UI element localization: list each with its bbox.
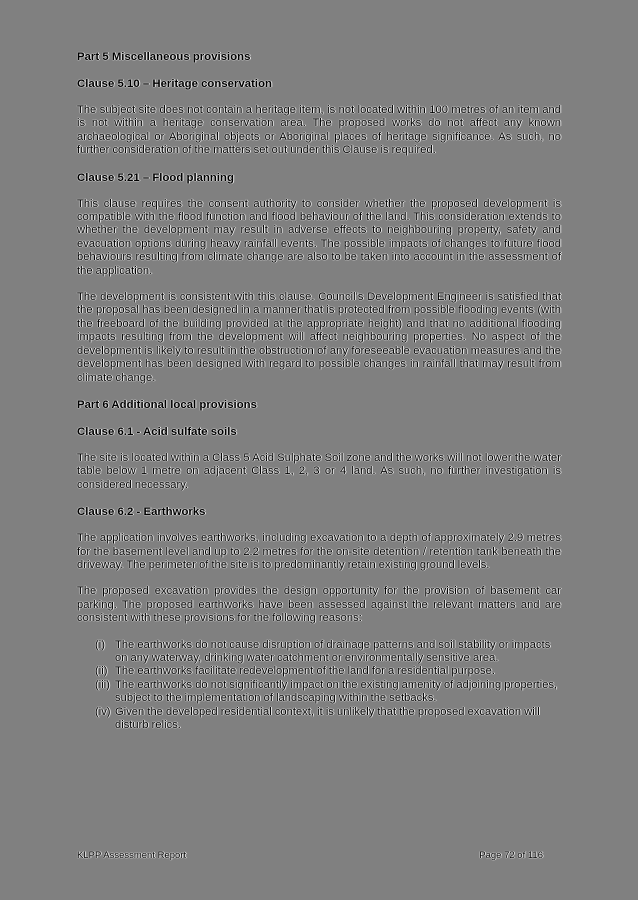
clause-5-21-heading: Clause 5.21 – Flood planning — [77, 171, 234, 184]
list-item — [77, 639, 561, 666]
clause-6-2-paragraph-2: The proposed excavation provides the design opportunity for the provision of basement car parking. The proposed earthworks have been assessed against the relevant matters and are consistent with these provisions for the following reasons: — [77, 585, 561, 625]
clause-6-2-paragraph-1: The application involves earthworks, including excavation to a depth of approximately 2.9 metres for the basement level and up to 2.2 metres for the on-site detention / retention tank beneath the driveway. The perimeter of the site is to predominantly retain existing ground levels. — [77, 532, 561, 571]
list-item — [77, 679, 561, 706]
list-item — [77, 665, 561, 678]
clause-6-1-heading: Clause 6.1 - Acid sulfate soils — [77, 425, 237, 438]
clause-5-21-paragraph-2: The development is consistent with this clause. Council’s Development Engineer is satisfied that the proposal has been designed in a manner that is protected from possible flooding events (with the freeboard of the building provided at the appropriate height) and that no additional flooding impacts resulting from the development will affect neighbouring properties. No aspect of the development is likely to result in the obstruction of any foreseeable evacuation measures and the development has been designed with regard to possible changes in rainfall that may result from climate change. — [77, 291, 561, 384]
list-item-number: (iv) — [95, 705, 111, 718]
clause-6-1-paragraph: The site is located within a Class 5 Acid Sulphate Soil zone and the works will not lower the water table below 1 metre on adjacent Class 1, 2, 3 or 4 land. As such, no further investigation is considered necessary. — [77, 451, 561, 491]
list-item-text: The earthworks do not significantly impact on the existing amenity of adjoining properties, subject to the implementation of landscaping within the setbacks. — [115, 678, 558, 705]
list-item-number: (i) — [95, 638, 105, 651]
footer-report-title: KLPP Assessment Report — [77, 850, 187, 861]
list-item-text: The earthworks facilitate redevelopment of the land for a residential purpose. — [115, 665, 495, 678]
list-item — [77, 706, 561, 733]
list-item-text: The earthworks do not cause disruption of drainage patterns and soil stability or impacts on any waterway, drinking water catchment or environmentally sensitive area. — [115, 638, 551, 664]
clause-6-2-heading: Clause 6.2 - Earthworks — [77, 506, 206, 519]
clause-5-10-paragraph: The subject site does not contain a heritage item, is not located within 100 metres of an item and is not within a heritage conservation area. The proposed works do not affect any known archaeological or Aboriginal objects or Aboriginal places of heritage significance. As such, no further consideration of the matters set out under this Clause is required. — [77, 104, 561, 157]
document-page — [77, 50, 561, 732]
footer-page-number: Page 72 of 116 — [479, 850, 543, 861]
page-footer — [77, 850, 543, 862]
part-5-heading: Part 5 Miscellaneous provisions — [77, 51, 251, 63]
list-item-text: Given the developed residential context, it is unlikely that the proposed excavation will disturb relics. — [115, 705, 540, 731]
clause-5-10-heading: Clause 5.10 – Heritage conservation — [77, 78, 272, 90]
clause-5-21-paragraph-1: This clause requires the consent authority to consider whether the proposed development is compatible with the flood function and flood behaviour of the land. This consideration extends to whether the development may result in adverse effects to neighbouring property, safety and evacuation options during heavy rainfall events. The possible impacts of changes to future flood behaviours resulting from climate change are also to be taken into account in the assessment of the application. — [77, 197, 561, 277]
list-item-number: (ii) — [95, 665, 108, 678]
list-item-number: (iii) — [95, 678, 110, 691]
earthworks-reasons-list — [77, 639, 561, 733]
part-6-heading: Part 6 Additional local provisions — [77, 398, 257, 411]
